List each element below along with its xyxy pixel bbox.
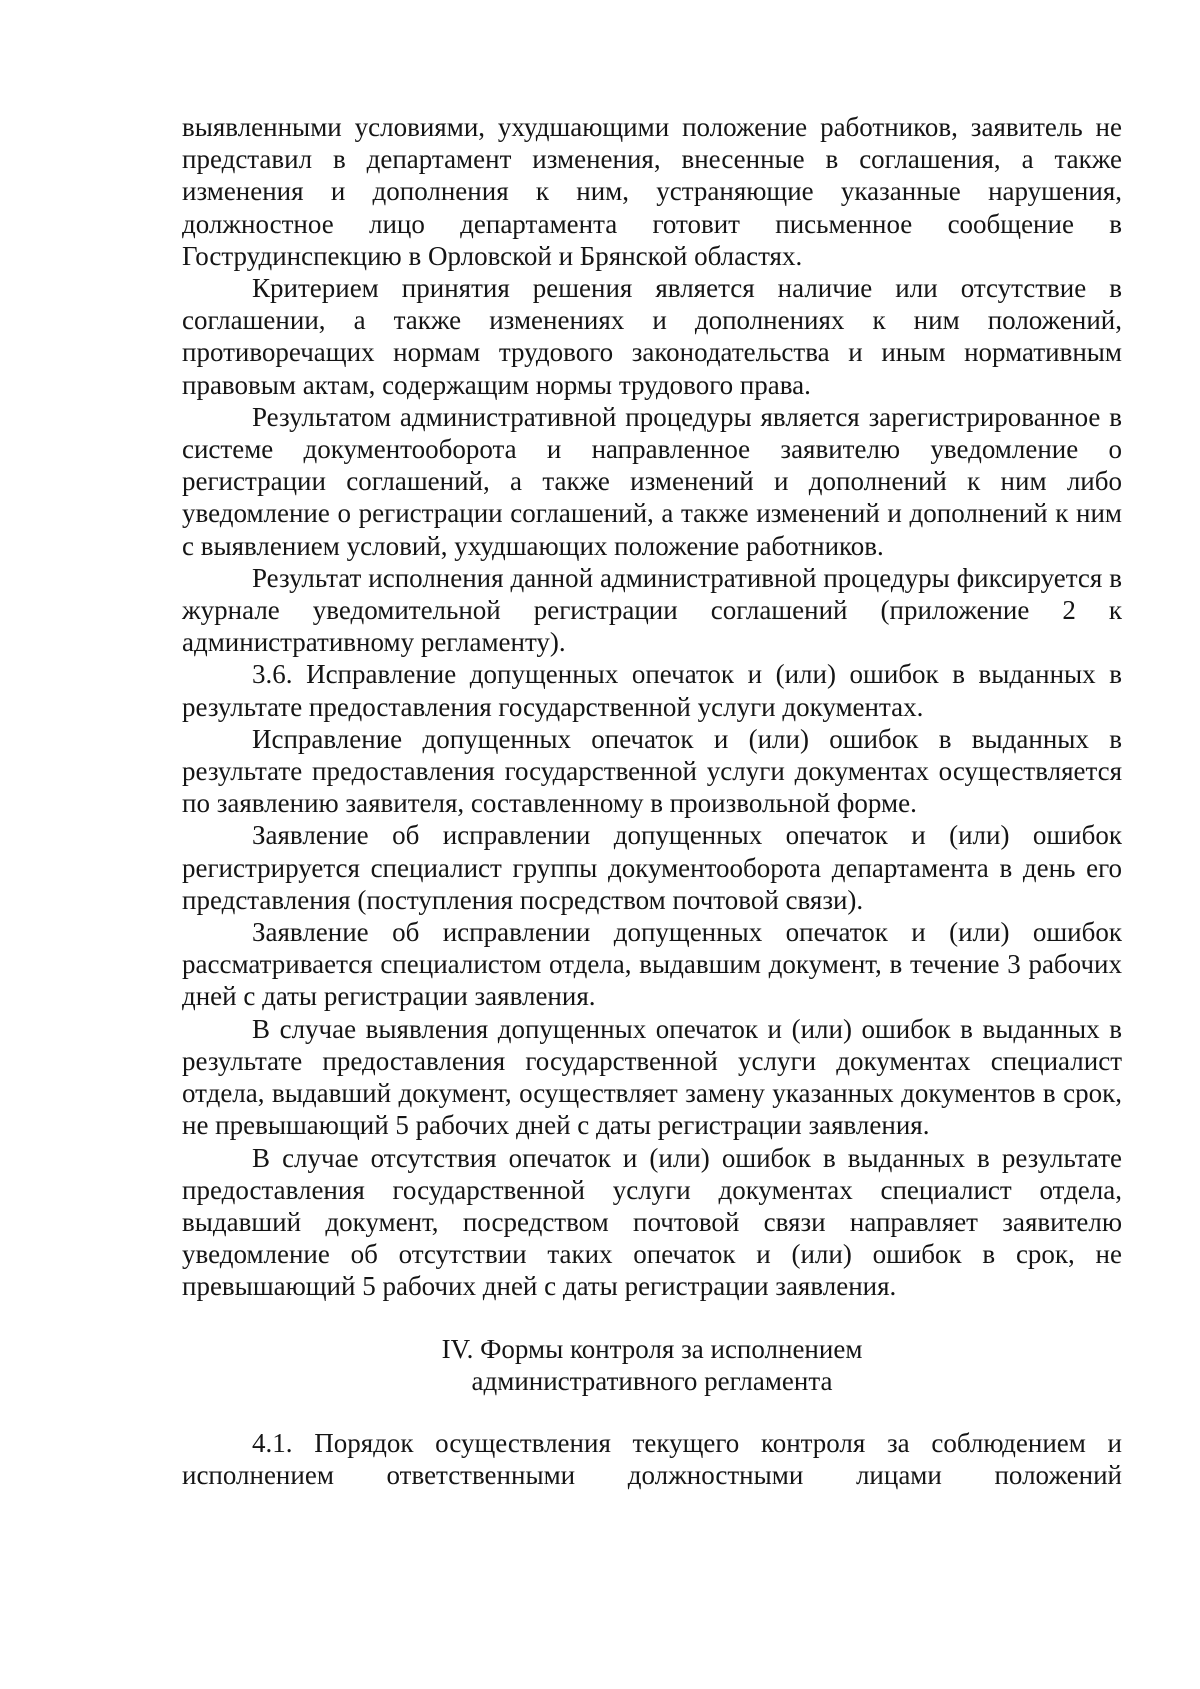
paragraph-decision-criterion: Критерием принятия решения является наличие или отсутствие в соглашении, а также изменениях и дополнениях к ним положений, противоречащих нормам трудового законодательства и иным нормативным правовым актам, содержащим нормы трудового права.	[182, 273, 1122, 400]
paragraph-result-recording: Результат исполнения данной административной процедуры фиксируется в журнале уведомительной регистрации соглашений (приложение 2 к административному регламенту).	[182, 562, 1122, 658]
section-heading-line-2: административного регламента	[471, 1365, 833, 1396]
paragraph-application-registration: Заявление об исправлении допущенных опечаток и (или) ошибок регистрируется специалист группы документооборота департамента в день его представления (поступления посредством почтовой связи).	[182, 820, 1122, 915]
paragraph-correction-request: Исправление допущенных опечаток и (или) ошибок в выданных в результате предоставления государственной услуги документах осуществляется по заявлению заявителя, составленному в произвольной форме.	[182, 723, 1122, 819]
document-body	[182, 111, 1122, 1491]
paragraph-document-replacement: В случае выявления допущенных опечаток и (или) ошибок в выданных в результате предоставления государственной услуги документах специалист отдела, выдавший документ, осуществляет замену указанных документов в срок, не превышающий 5 рабочих дней с даты регистрации заявления.	[182, 1013, 1122, 1141]
paragraph-continuation: выявленными условиями, ухудшающими положение работников, заявитель не представил в департамент изменения, внесенные в соглашения, а также изменения и дополнения к ним, устраняющие указанные нарушения, должностное лицо департамента готовит письменное сообщение в Гострудинспекцию в Орловской и Брянской областях.	[182, 112, 1122, 271]
paragraph-section-3-6: 3.6. Исправление допущенных опечаток и (или) ошибок в выданных в результате предоставления государственной услуги документах.	[182, 659, 1122, 722]
paragraph-application-review: Заявление об исправлении допущенных опечаток и (или) ошибок рассматривается специалистом отдела, выдавшим документ, в течение 3 рабочих дней с даты регистрации заявления.	[182, 917, 1122, 1012]
paragraph-no-errors-notice: В случае отсутствия опечаток и (или) ошибок в выданных в результате предоставления государственной услуги документах специалист отдела, выдавший документ, посредством почтовой связи направляет заявителю уведомление об отсутствии таких опечаток и (или) ошибок в срок, не превышающий 5 рабочих дней с даты регистрации заявления.	[182, 1142, 1122, 1302]
section-heading	[182, 1333, 1122, 1397]
paragraph-section-4-1: 4.1. Порядок осуществления текущего контроля за соблюдением и исполнением ответственными должностными лицами положений	[182, 1427, 1122, 1491]
paragraph-procedure-result: Результатом административной процедуры является зарегистрированное в системе документооборота и направленное заявителю уведомление о регистрации соглашений, а также изменений и дополнений к ним либо уведомление о регистрации соглашений, а также изменений и дополнений к ним с выявлением условий, ухудшающих положение работников.	[182, 401, 1122, 561]
section-heading-line-1: IV. Формы контроля за исполнением	[441, 1333, 863, 1364]
